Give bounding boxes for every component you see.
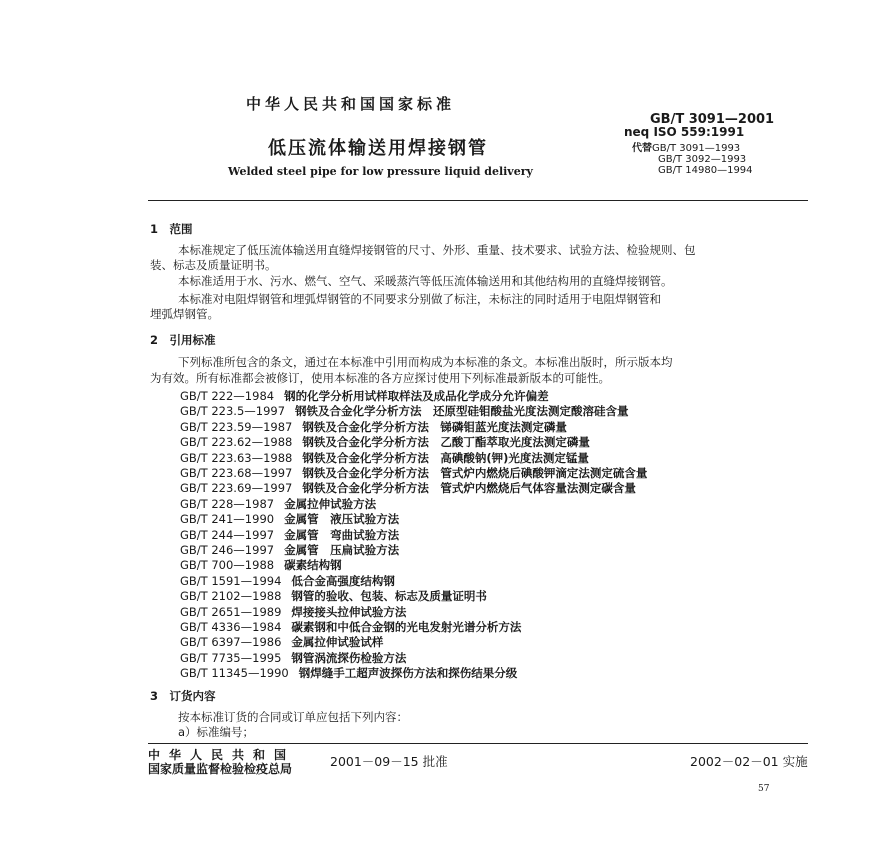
issuer-line-2: 国家质量监督检验检疫总局 (148, 762, 293, 776)
reference-title: 钢焊缝手工超声波探伤方法和探伤结果分级 (298, 666, 518, 681)
reference-item (180, 388, 549, 404)
reference-code: GB/T 7735—1995 (180, 650, 282, 665)
reference-title: 金属管 液压试验方法 (284, 512, 400, 527)
reference-title: 钢铁及合金化学分析方法 还原型硅钼酸盐光度法测定酸溶硅含量 (295, 404, 629, 419)
reference-title: 钢的化学分析用试样取样法及成品化学成分允许偏差 (284, 389, 549, 403)
reference-title: 钢铁及合金化学分析方法 管式炉内燃烧后碘酸钾滴定法测定硫含量 (302, 466, 648, 480)
reference-code: GB/T 4336—1984 (180, 620, 282, 634)
reference-title: 低合金高强度结构钢 (291, 573, 395, 588)
reference-item (180, 573, 395, 589)
reference-title: 钢铁及合金化学分析方法 乙酸丁酯萃取光度法测定磷量 (302, 435, 590, 450)
reference-code: GB/T 223.62—1988 (180, 435, 293, 450)
replaces-item: GB/T 3092—1993 (658, 154, 747, 165)
replaces-item: GB/T 14980—1994 (658, 165, 753, 176)
header-rule (148, 200, 808, 201)
reference-code: GB/T 223.68—1997 (180, 466, 293, 480)
document-title-cn: 低压流体输送用焊接钢管 (268, 138, 488, 159)
reference-item (180, 450, 589, 466)
section-1-heading: 1 范围 (150, 222, 193, 236)
section-1-para-3-line-1: 本标准对电阻焊钢管和埋弧焊钢管的不同要求分别做了标注，未标注的同时适用于电阻焊钢管和 (178, 292, 661, 306)
reference-item (180, 665, 517, 681)
reference-code: GB/T 244—1997 (180, 527, 275, 542)
section-1-para-1-line-2: 装、标志及质量证明书。 (150, 258, 277, 272)
reference-title: 碳素钢和中低合金钢的光电发射光谱分析方法 (291, 620, 522, 634)
section-1-para-2: 本标准适用于水、污水、燃气、空气、采暖蒸汽等低压流体输送用和其他结构用的直缝焊接钢管。 (178, 274, 673, 288)
reference-item (180, 557, 342, 573)
reference-code: GB/T 6397—1986 (180, 635, 282, 650)
reference-code: GB/T 11345—1990 (180, 666, 289, 681)
reference-item (180, 511, 399, 527)
replaces-block (632, 143, 753, 176)
reference-item (180, 604, 406, 620)
section-3-item-a: a）标准编号； (178, 725, 255, 739)
replaces-label: 代替 (632, 143, 652, 154)
reference-item (180, 527, 399, 543)
reference-code: GB/T 2102—1988 (180, 589, 282, 604)
reference-item (180, 434, 590, 450)
reference-item (180, 419, 567, 435)
reference-code: GB/T 223.5—1997 (180, 404, 286, 419)
org-title: 中华人民共和国国家标准 (246, 95, 456, 113)
footer-rule (148, 743, 808, 744)
standard-number: GB/T 3091—2001 (650, 112, 775, 127)
issuer-line-1: 中华人民共和国 (148, 748, 296, 762)
reference-title: 金属拉伸试验试样 (291, 635, 384, 650)
reference-item (180, 403, 629, 419)
reference-item (180, 496, 376, 512)
section-2-para-line-2: 为有效。所有标准都会被修订，使用本标准的各方应探讨使用下列标准最新版本的可能性。 (150, 371, 610, 385)
reference-title: 焊接接头拉伸试验方法 (291, 604, 407, 619)
reference-code: GB/T 1591—1994 (180, 573, 282, 588)
section-1-para-1-line-1: 本标准规定了低压流体输送用直缝焊接钢管的尺寸、外形、重量、技术要求、试验方法、检验规则、包 (178, 243, 696, 257)
replaces-item: GB/T 3091—1993 (652, 143, 741, 154)
reference-code: GB/T 246—1997 (180, 543, 275, 557)
section-1-para-3-line-2: 埋弧焊钢管。 (150, 307, 219, 321)
reference-title: 碳素结构钢 (284, 558, 342, 573)
reference-code: GB/T 700—1988 (180, 558, 275, 573)
reference-title: 钢铁及合金化学分析方法 锑磷钼蓝光度法测定磷量 (302, 419, 567, 434)
reference-item (180, 542, 399, 558)
section-2-para-line-1: 下列标准所包含的条文，通过在本标准中引用而构成为本标准的条文。本标准出版时，所示版本均 (178, 355, 673, 369)
reference-title: 金属管 压扁试验方法 (284, 543, 400, 557)
reference-title: 钢管涡流探伤检验方法 (291, 650, 407, 665)
reference-code: GB/T 241—1990 (180, 512, 275, 527)
section-3-heading: 3 订货内容 (150, 689, 216, 703)
approval-date: 2001－09－15 批准 (330, 754, 448, 769)
reference-title: 钢铁及合金化学分析方法 高碘酸钠(钾)光度法测定锰量 (302, 450, 589, 465)
reference-item (180, 588, 487, 604)
reference-title: 钢铁及合金化学分析方法 管式炉内燃烧后气体容量法测定碳含量 (302, 481, 636, 496)
reference-item (180, 465, 647, 481)
reference-code: GB/T 223.69—1997 (180, 481, 293, 496)
reference-code: GB/T 223.59—1987 (180, 419, 293, 434)
reference-code: GB/T 223.63—1988 (180, 450, 293, 465)
document-title-en: Welded steel pipe for low pressure liquid delivery (228, 165, 533, 178)
section-2-heading: 2 引用标准 (150, 333, 216, 347)
reference-item (180, 480, 636, 496)
reference-item (180, 650, 406, 666)
reference-item (180, 634, 383, 650)
reference-title: 钢管的验收、包装、标志及质量证明书 (291, 589, 487, 604)
reference-item (180, 619, 521, 635)
effective-date: 2002－02－01 实施 (690, 754, 808, 769)
reference-title: 金属拉伸试验方法 (284, 496, 377, 511)
neq-reference: neq ISO 559:1991 (624, 125, 745, 139)
reference-code: GB/T 222—1984 (180, 389, 275, 403)
section-3-para: 按本标准订货的合同或订单应包括下列内容： (178, 710, 408, 724)
reference-code: GB/T 228—1987 (180, 496, 275, 511)
page-number: 57 (758, 784, 770, 794)
reference-code: GB/T 2651—1989 (180, 604, 282, 619)
reference-title: 金属管 弯曲试验方法 (284, 527, 400, 542)
